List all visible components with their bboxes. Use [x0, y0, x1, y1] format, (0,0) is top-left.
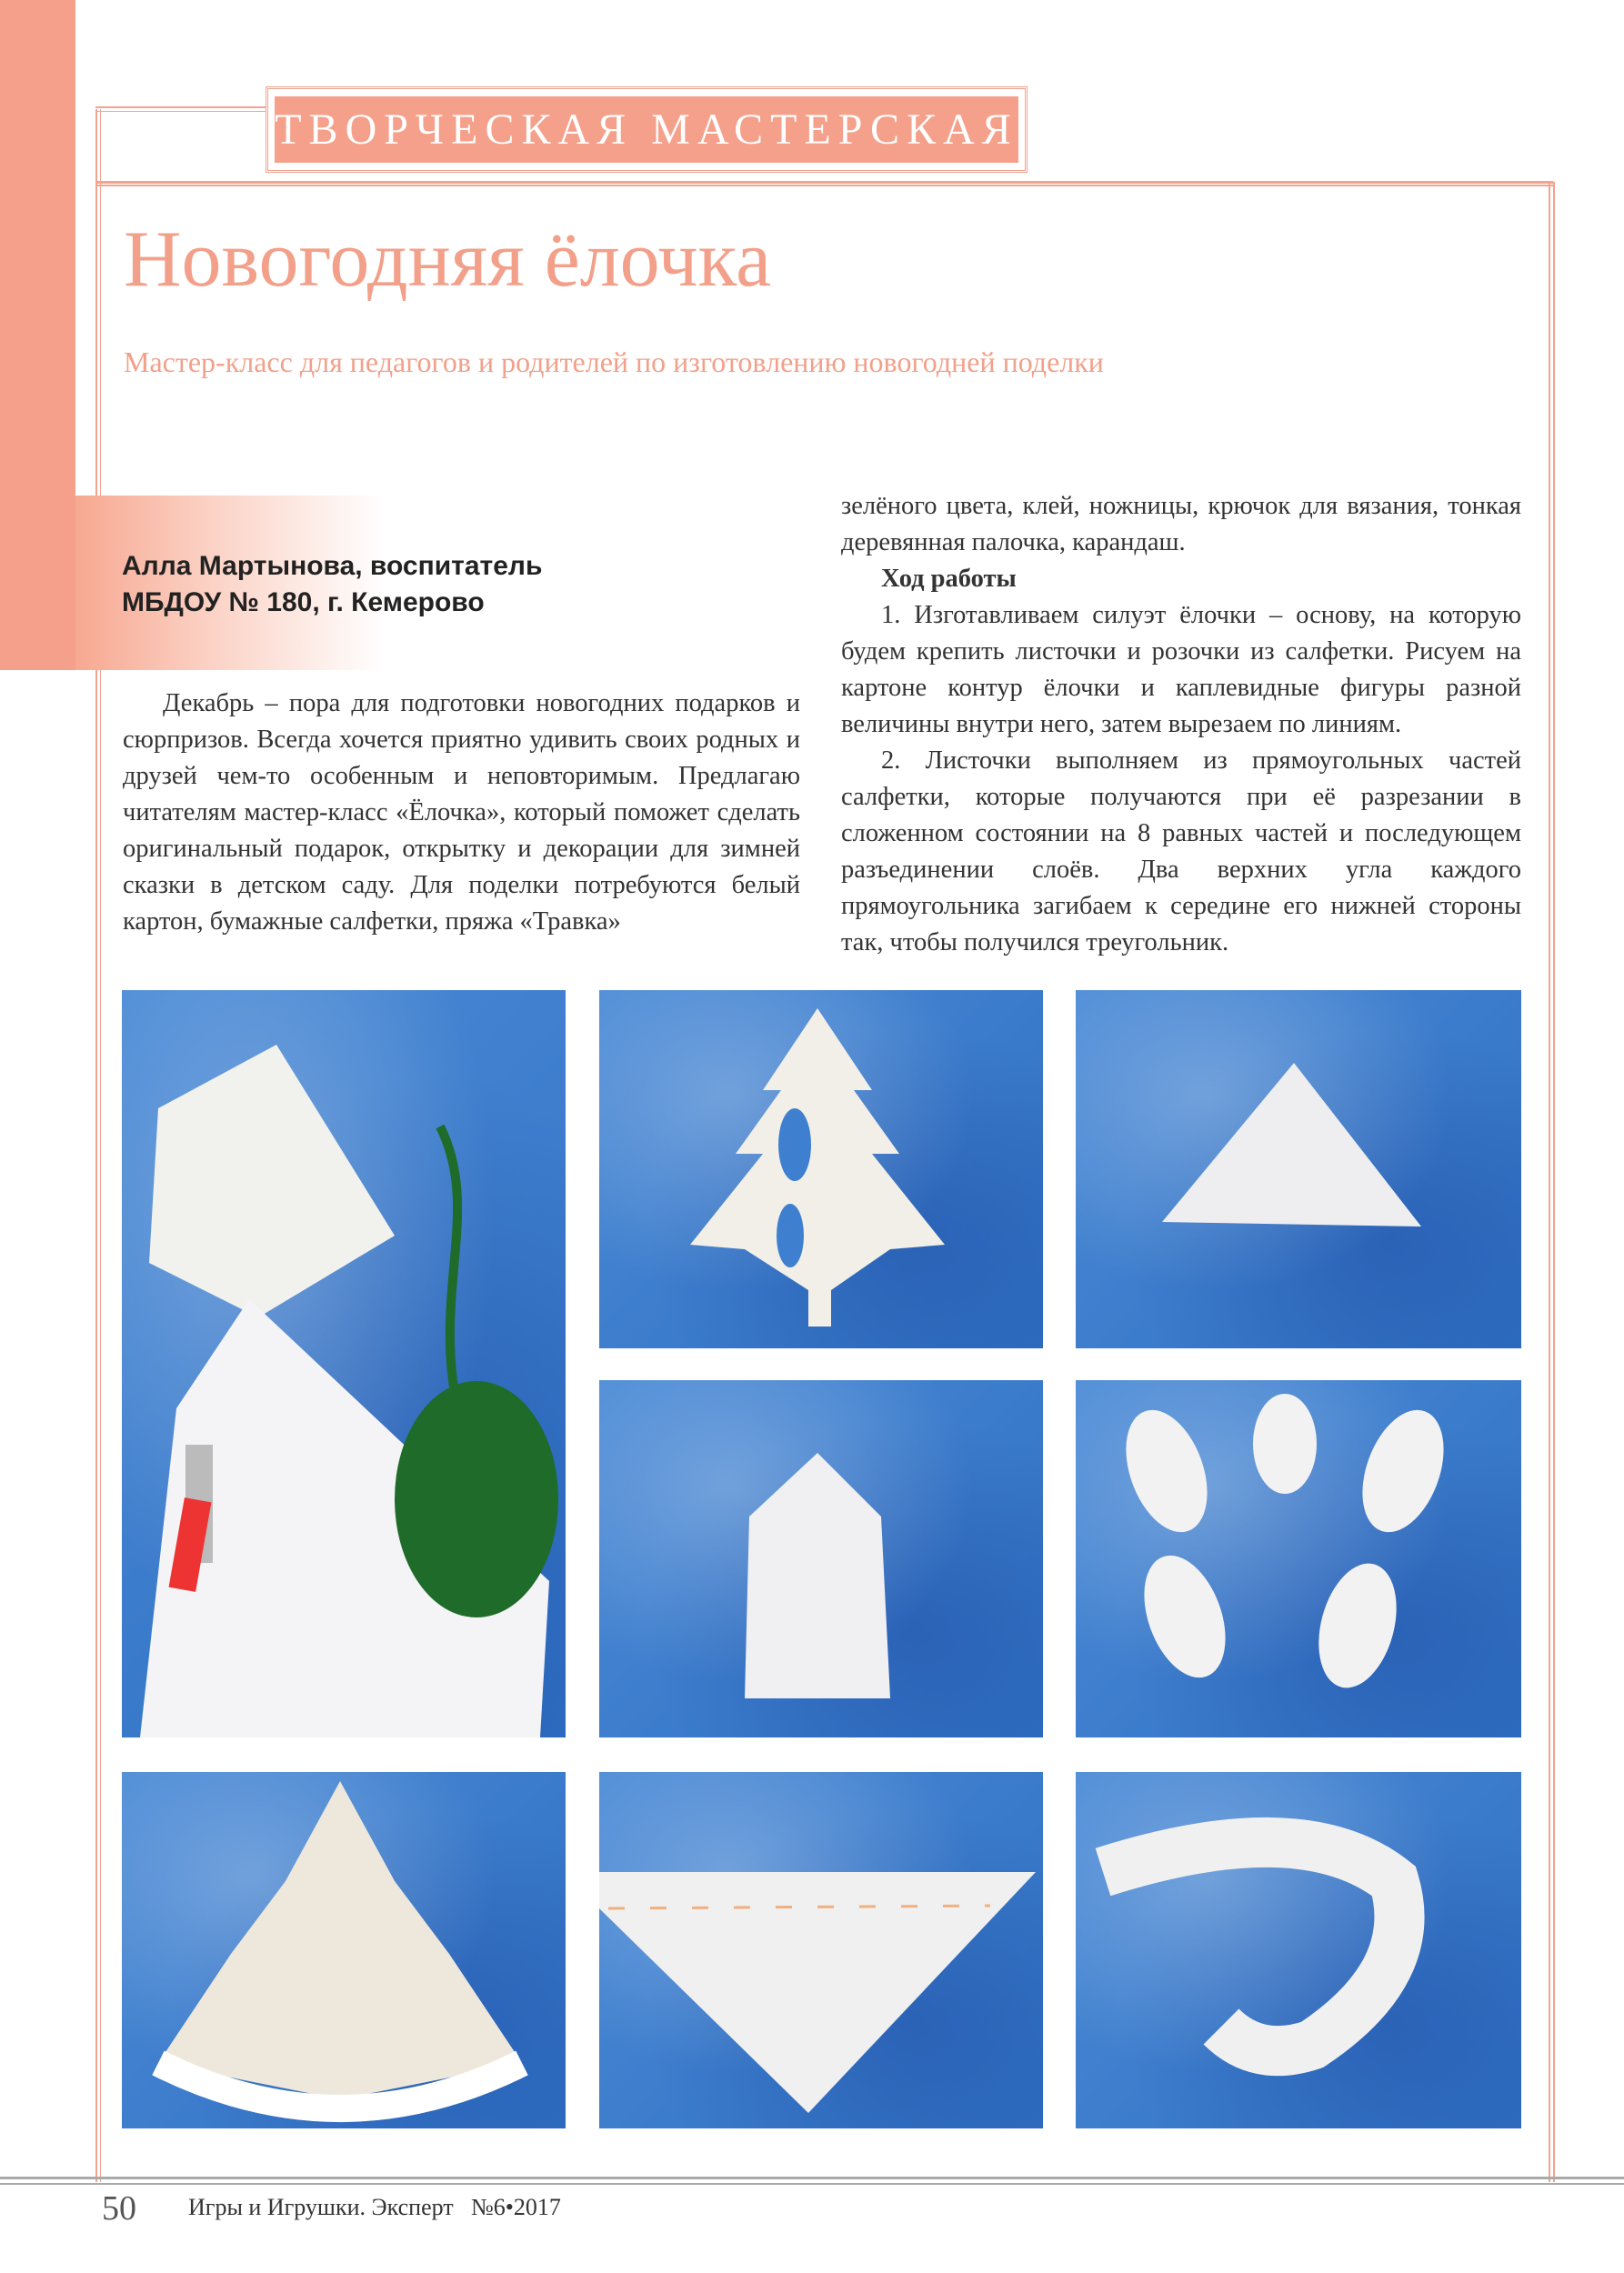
author-name: Алла Мартынова, воспитатель	[122, 551, 543, 581]
right-column	[841, 488, 1521, 961]
page-number: 50	[102, 2189, 136, 2228]
intro-paragraph: Декабрь – пора для подготовки новогодних подарков и сюрпризов. Всегда хочется приятно удивить своих родных и друзей чем-то особенным и неповторимым. Предлагаю читателям мастер-класс «Ёлочка», который поможет сделать оригинальный подарок, открытку и декорации для зимней сказки в детском саду. Для поделки потребуются белый картон, бумажные салфетки, пряжа «Травка»	[123, 689, 800, 936]
page-title: Новогодняя ёлочка	[124, 215, 772, 304]
author-block	[122, 548, 542, 621]
page-subtitle: Мастер-класс для педагогов и родителей по изготовлению новогодней поделки	[124, 345, 1104, 378]
author-affiliation: МБДОУ № 180, г. Кемерово	[122, 587, 485, 617]
section-heading: Ход работы	[881, 565, 1017, 593]
photo-materials	[122, 990, 566, 1737]
section-label: ТВОРЧЕСКАЯ МАСТЕРСКАЯ	[275, 96, 1018, 163]
step-1: 1. Изготавливаем силуэт ёлочки – основу, на которую будем крепить листочки и розочки из салфетки. Рисуем на картоне контур ёлочки и каплевидные фигуры разной величины внутри него, затем вырезаем по линиям.	[841, 601, 1521, 738]
side-accent-bar	[0, 0, 75, 670]
photo-rolled-strip	[1076, 1772, 1521, 2128]
photo-triangle-fold	[1076, 990, 1521, 1348]
step-2: 2. Листочки выполняем из прямоугольных частей салфетки, которые получаются при её разрезании в сложенном состоянии на 8 равных частей и последующем разъединении слоёв. Два верхних угла каждого прямоугольника загибаем к середине его нижней стороны так, чтобы получился треугольник.	[841, 746, 1521, 956]
frame-line	[1549, 182, 1555, 2182]
photo-decorated-tree	[122, 1772, 566, 2128]
issue-number: №6•2017	[471, 2194, 561, 2220]
footer-rule	[0, 2177, 1624, 2179]
photo-tree-silhouette	[599, 990, 1043, 1348]
photo-envelope-fold	[599, 1380, 1043, 1737]
footer-rule	[0, 2183, 1624, 2185]
photo-twisted-leaves	[1076, 1380, 1521, 1737]
photo-dashed-triangle	[599, 1772, 1043, 2128]
frame-line	[95, 181, 1553, 186]
frame-line	[95, 109, 101, 2182]
left-column	[123, 686, 800, 940]
frame-line	[95, 106, 268, 112]
journal-name: Игры и Игрушки. Эксперт	[188, 2194, 454, 2220]
materials-continuation: зелёного цвета, клей, ножницы, крючок для вязания, тонкая деревянная палочка, карандаш.	[841, 492, 1521, 556]
